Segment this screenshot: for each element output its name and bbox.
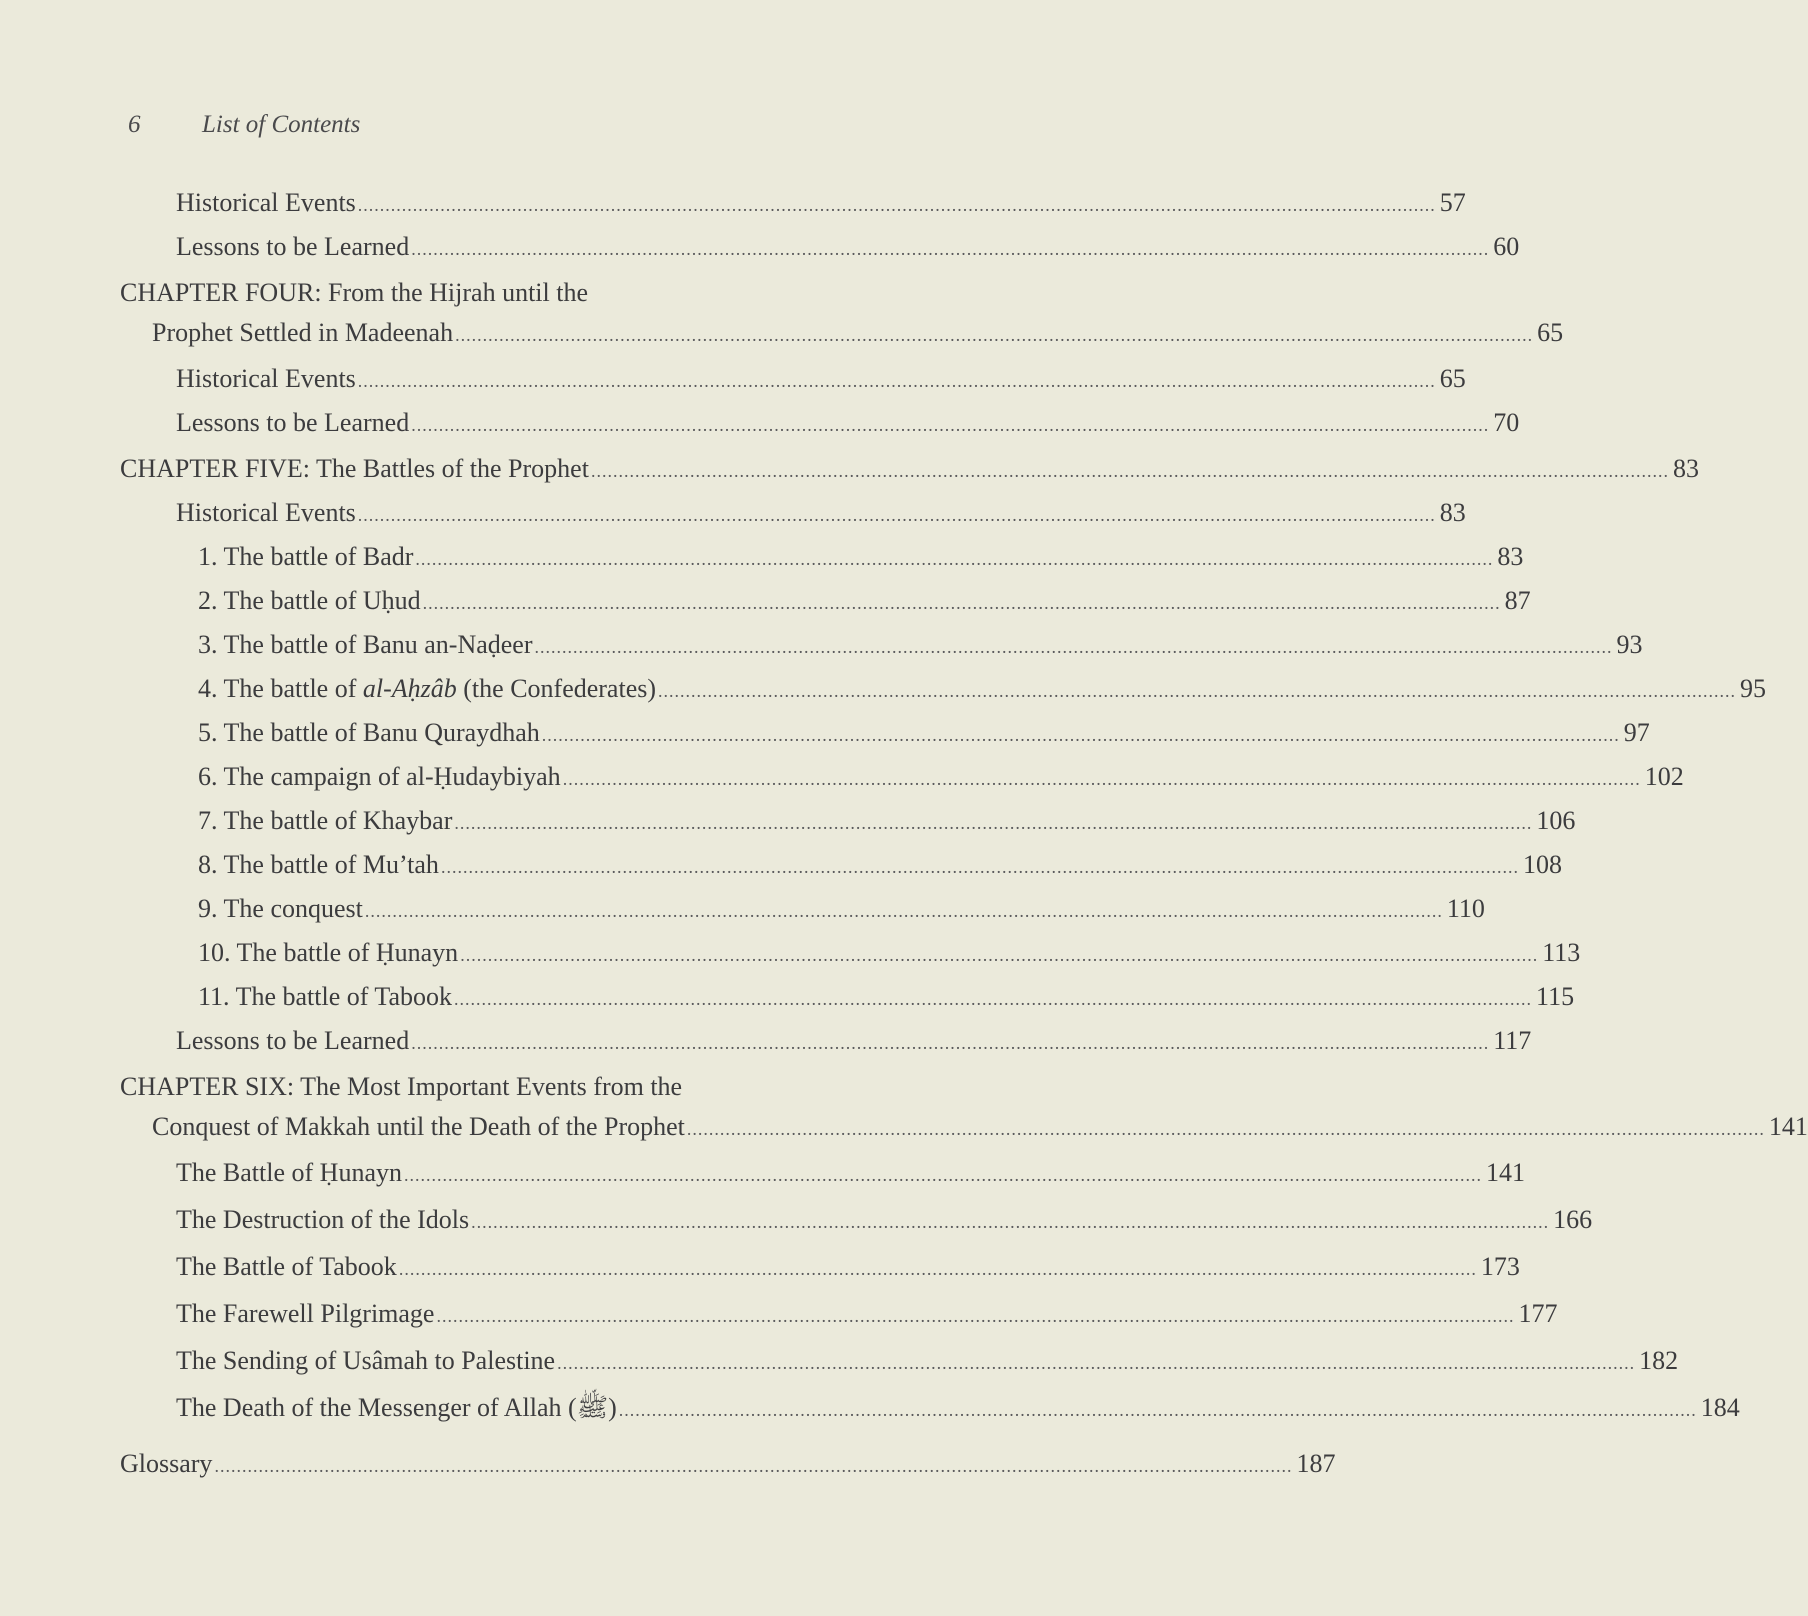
toc-entry-label: 9. The conquest (198, 894, 363, 923)
toc-entry-label: 6. The campaign of al-Ḥudaybiyah (198, 762, 561, 791)
toc-entry-label: 3. The battle of Banu an-Naḍeer (198, 630, 533, 659)
toc-entry (198, 805, 1576, 839)
toc-entry-label (198, 673, 656, 705)
toc-entry (198, 585, 1531, 619)
dot-leader: .................................................................................................................................................................................................... (398, 1259, 1477, 1279)
toc-entry (152, 1111, 1808, 1145)
label-prefix: 4. The battle of (198, 674, 363, 703)
toc-entry (176, 231, 1520, 265)
toc-entry-page: 141 (1768, 1112, 1808, 1141)
toc-entry-label: Glossary (120, 1449, 213, 1478)
toc-entry-page: 106 (1536, 806, 1576, 835)
dot-leader: .................................................................................................................................................................................................... (436, 1306, 1515, 1326)
label-suffix: (the Confederates) (456, 674, 657, 703)
toc-entry-page: 87 (1504, 586, 1531, 615)
toc-entry-page: 65 (1439, 364, 1466, 393)
page-title: List of Contents (202, 111, 361, 138)
dot-leader: .................................................................................................................................................................................................... (404, 1165, 1482, 1185)
toc-entry-label: The Battle of Tabook (176, 1252, 397, 1281)
toc-entry-label: 2. The battle of Uḥud (198, 586, 421, 615)
toc-entry-label: Historical Events (176, 188, 356, 217)
toc-entry-page: 113 (1542, 938, 1581, 967)
toc-entry-page: 83 (1672, 454, 1699, 483)
toc-entry-page: 102 (1644, 762, 1684, 791)
toc-entry-page: 70 (1493, 408, 1520, 437)
dot-leader: .................................................................................................................................................................................................... (534, 637, 1613, 657)
toc-entry-page: 60 (1493, 232, 1520, 261)
dot-leader: .................................................................................................................................................................................................... (562, 769, 1641, 789)
dot-leader: .................................................................................................................................................................................................... (658, 681, 1737, 701)
toc-entry-label: Historical Events (176, 364, 356, 393)
toc-entry (176, 1345, 1679, 1379)
toc-entry-page: 115 (1536, 982, 1575, 1011)
toc-entry (198, 717, 1650, 751)
dot-leader: .................................................................................................................................................................................................... (460, 945, 1539, 965)
toc-glossary-entry (120, 1448, 1336, 1482)
toc-entry (198, 541, 1524, 575)
toc-entry-label: The Sending of Usâmah to Palestine (176, 1346, 556, 1375)
label-italic: al-Aḥzâb (362, 674, 457, 703)
toc-entry-page: 187 (1296, 1449, 1336, 1478)
dot-leader: .................................................................................................................................................................................................... (440, 857, 1519, 877)
dot-leader: .................................................................................................................................................................................................... (686, 1119, 1765, 1139)
toc-entry-page: 182 (1639, 1346, 1679, 1375)
toc-entry-label: The Destruction of the Idols (176, 1205, 470, 1234)
dot-leader: .................................................................................................................................................................................................... (541, 725, 1620, 745)
toc-entry-label: The Farewell Pilgrimage (176, 1299, 435, 1328)
toc-entry (198, 981, 1575, 1015)
dot-leader: .................................................................................................................................................................................................... (357, 371, 1436, 391)
toc-entry-label: Historical Events (176, 498, 356, 527)
toc-entry (198, 937, 1581, 971)
toc-entry-page: 110 (1446, 894, 1485, 923)
page-number: 6 (128, 111, 141, 138)
toc-entry-label: Lessons to be Learned (176, 408, 410, 437)
dot-leader: .................................................................................................................................................................................................... (415, 549, 1494, 569)
toc-entry-page: 166 (1553, 1205, 1593, 1234)
toc-entry (152, 317, 1564, 351)
toc-entry-page: 93 (1616, 630, 1643, 659)
dot-leader: .................................................................................................................................................................................................... (411, 415, 1490, 435)
toc-entry-label: 7. The battle of Khaybar (198, 806, 453, 835)
toc-entry (176, 1298, 1558, 1332)
toc-entry-page: 173 (1480, 1252, 1520, 1281)
toc-entry-label: 10. The battle of Ḥunayn (198, 938, 459, 967)
toc-entry (176, 1204, 1593, 1238)
toc-entry-page: 95 (1740, 674, 1767, 703)
dot-leader: .................................................................................................................................................................................................... (357, 195, 1436, 215)
toc-entry (176, 1251, 1520, 1285)
dot-leader: .................................................................................................................................................................................................... (454, 813, 1533, 833)
toc-entry-page: 184 (1700, 1393, 1740, 1422)
toc-entry-label: 11. The battle of Tabook (198, 982, 453, 1011)
dot-leader: .................................................................................................................................................................................................... (411, 1033, 1490, 1053)
toc-entry-page: 83 (1439, 498, 1466, 527)
toc-entry-label: CHAPTER FIVE: The Battles of the Prophet (120, 454, 589, 483)
toc-entry (176, 1392, 1740, 1426)
toc-entry-label: 8. The battle of Mu’tah (198, 850, 439, 879)
toc-entry-label: 1. The battle of Badr (198, 542, 414, 571)
dot-leader: .................................................................................................................................................................................................... (455, 325, 1534, 345)
toc-entry-page: 97 (1623, 718, 1650, 747)
toc-entry-label: Conquest of Makkah until the Death of the Prophet (152, 1112, 685, 1141)
toc-entry (176, 1157, 1525, 1191)
toc-entry (176, 497, 1466, 531)
toc-entry (176, 407, 1520, 441)
toc-entry (198, 761, 1684, 795)
dot-leader: .................................................................................................................................................................................................... (357, 505, 1436, 525)
toc-entry-page: 177 (1518, 1299, 1558, 1328)
toc-entry (198, 629, 1643, 663)
toc-entry-label: Lessons to be Learned (176, 232, 410, 261)
dot-leader: .................................................................................................................................................................................................... (618, 1400, 1697, 1420)
toc-entry-page: 65 (1537, 318, 1564, 347)
toc-entry (176, 187, 1466, 221)
dot-leader: .................................................................................................................................................................................................... (557, 1353, 1636, 1373)
dot-leader: .................................................................................................................................................................................................... (422, 593, 1501, 613)
toc-entry-label: Lessons to be Learned (176, 1026, 410, 1055)
dot-leader: .................................................................................................................................................................................................... (471, 1212, 1550, 1232)
toc-entry (176, 363, 1466, 397)
dot-leader: .................................................................................................................................................................................................... (364, 901, 1443, 921)
running-header (128, 111, 360, 139)
toc-entry-label: 5. The battle of Banu Quraydhah (198, 718, 540, 747)
toc-entry (176, 1025, 1532, 1059)
dot-leader: .................................................................................................................................................................................................... (214, 1456, 1293, 1476)
toc-entry-label: The Battle of Ḥunayn (176, 1158, 402, 1187)
toc-entry (198, 893, 1485, 927)
toc-chapter-entry (120, 453, 1699, 487)
toc-entry-label: Prophet Settled in Madeenah (152, 318, 454, 347)
chapter-heading: CHAPTER SIX: The Most Important Events from the (120, 1072, 683, 1101)
toc-entry (198, 673, 1767, 707)
dot-leader: .................................................................................................................................................................................................... (411, 239, 1490, 259)
chapter-heading: CHAPTER FOUR: From the Hijrah until the (120, 278, 588, 307)
toc-entry-page: 117 (1493, 1026, 1532, 1055)
dot-leader: .................................................................................................................................................................................................... (454, 989, 1533, 1009)
toc-entry-page: 83 (1497, 542, 1524, 571)
toc-entry-page: 141 (1486, 1158, 1525, 1187)
toc-entry (198, 849, 1562, 883)
toc-entry-label: The Death of the Messenger of Allah (ﷺ) (176, 1393, 617, 1422)
dot-leader: .................................................................................................................................................................................................... (590, 461, 1669, 481)
toc-entry-page: 108 (1522, 850, 1562, 879)
toc-entry-page: 57 (1439, 188, 1466, 217)
